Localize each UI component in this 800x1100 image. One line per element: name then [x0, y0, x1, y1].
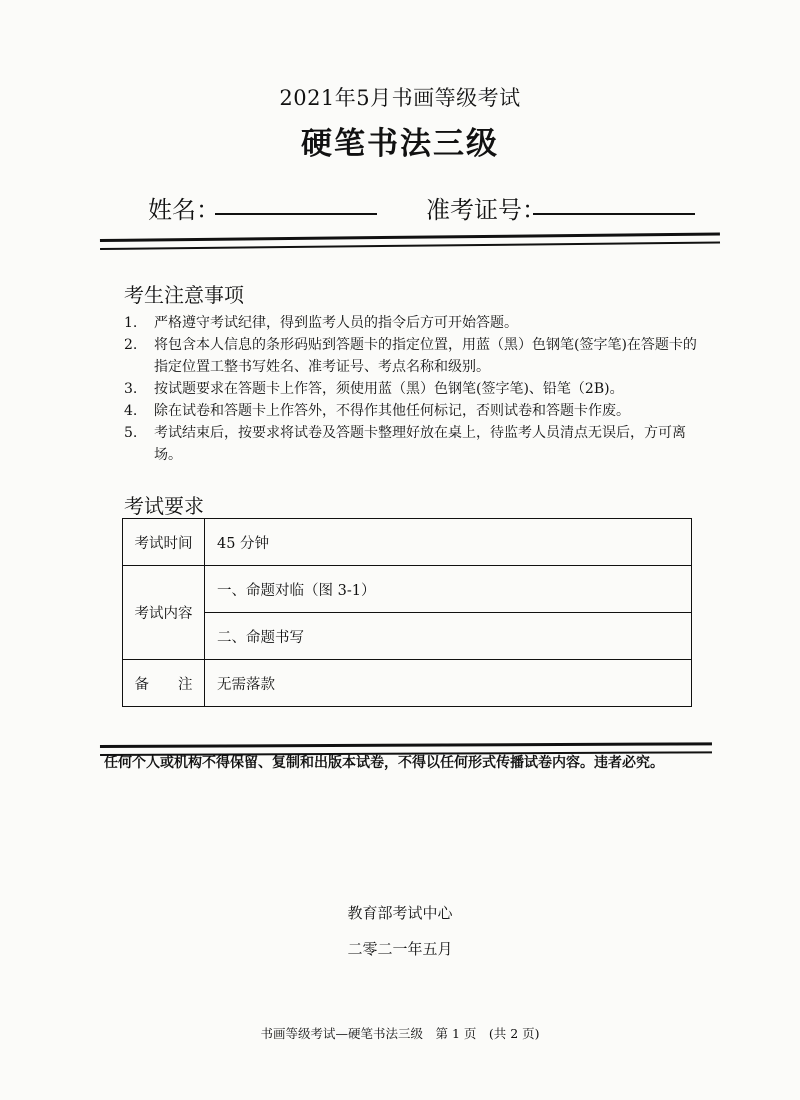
table-row: [123, 519, 692, 566]
note-number: 1.: [124, 315, 138, 331]
notes-list: [124, 312, 704, 466]
remark-value-cell: 无需落款: [205, 660, 692, 707]
exam-id-blank-line[interactable]: [533, 213, 695, 215]
requirements-heading: 考试要求: [124, 494, 204, 518]
time-label-cell: 考试时间: [123, 519, 205, 566]
issue-date: 二零二一年五月: [347, 940, 453, 958]
exam-id-label: 准考证号：: [426, 196, 546, 224]
requirements-table: [122, 518, 692, 707]
note-text: 除在试卷和答题卡上作答外，不得作其他任何标记，否则试卷和答题卡作废。: [154, 403, 630, 419]
copyright-notice: 任何个人或机构不得保留、复制和出版本试卷，不得以任何形式传播试卷内容。违者必究。: [104, 755, 664, 771]
note-item: [124, 334, 704, 378]
note-text: 按试题要求在答题卡上作答，须使用蓝（黑）色钢笔(签字笔)、铅笔（2B)。: [154, 381, 624, 397]
content-label-cell: 考试内容: [123, 566, 205, 660]
note-number: 2.: [124, 337, 138, 353]
note-text: 将包含本人信息的条形码贴到答题卡的指定位置，用蓝（黑）色钢笔(签字笔)在答题卡的指定位置工整书写姓名、准考证号、考点名称和级别。: [154, 337, 697, 375]
remark-label-cell: 备 注: [123, 660, 205, 707]
table-row: [123, 660, 692, 707]
note-text: 严格遵守考试纪律，得到监考人员的指令后方可开始答题。: [154, 315, 518, 331]
note-item: [124, 422, 704, 466]
note-number: 4.: [124, 403, 138, 419]
header-divider: [100, 233, 720, 250]
exam-session-title: 2021年5月书画等级考试: [279, 86, 521, 110]
note-item: [124, 378, 704, 400]
note-text: 考试结束后，按要求将试卷及答题卡整理好放在桌上，待监考人员清点无误后，方可离场。: [154, 425, 686, 463]
page-footer: 书画等级考试—硬笔书法三级 第 1 页 (共 2 页): [260, 1026, 540, 1041]
notes-heading: 考生注意事项: [124, 283, 244, 307]
time-value-cell: 45 分钟: [205, 519, 692, 566]
note-item: [124, 400, 704, 422]
table-row: [123, 613, 692, 660]
name-blank-line[interactable]: [215, 213, 377, 215]
content-item-cell: 二、命题书写: [205, 613, 692, 660]
issuer-name: 教育部考试中心: [347, 904, 453, 922]
name-label: 姓名：: [148, 196, 220, 224]
exam-subject-title: 硬笔书法三级: [301, 126, 499, 162]
note-number: 3.: [124, 381, 138, 397]
note-item: [124, 312, 704, 334]
note-number: 5.: [124, 425, 138, 441]
content-item-cell: 一、命题对临（图 3-1）: [205, 566, 692, 613]
table-row: [123, 566, 692, 613]
